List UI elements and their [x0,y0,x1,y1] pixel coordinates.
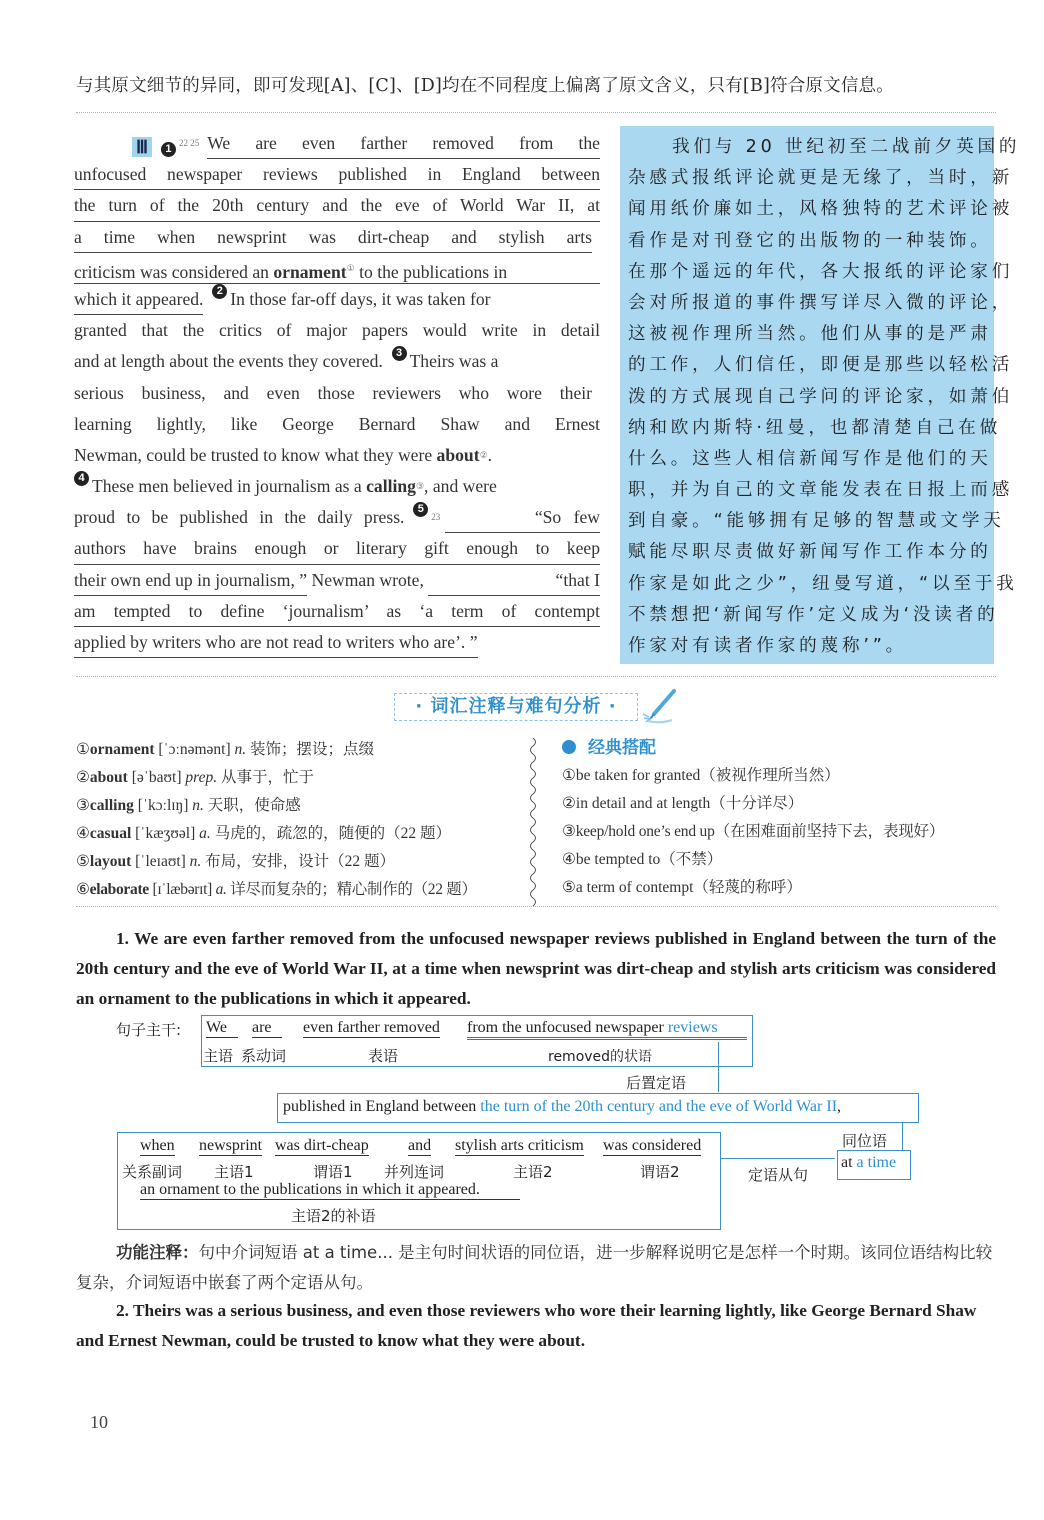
role-label: 谓语1 [313,1163,353,1181]
passage-line: Newman, could be trusted to know what they were about ② . [74,440,600,471]
collocation-item: ①be taken for granted（被视作理所当然） [562,767,840,784]
arrow-line [718,1042,719,1092]
passage-line: proud to be published in the daily press. 5 23 “So few [74,502,600,533]
passage-line: their own end up in journalism, ” Newman wrote, “that I [74,565,600,596]
role-label: 关系副词 [122,1163,183,1181]
wavy-divider [527,738,539,906]
sentence-marker-2: 2 [212,284,227,299]
role-label: 谓语2 [640,1163,680,1181]
role-label: 主语2 [513,1163,553,1181]
passage-line: criticism was considered an ornament① to the publications in [74,253,600,284]
collocations-title: 经典搭配 [562,734,944,762]
translation-box: 我们与 20 世纪初至二战前夕英国的 杂感式报纸评论就更是无缘了，当时，新 闻用纸价廉如土，风格独特的艺术评论被 看作是对刊登它的出版物的一种装饰。 在那个遥远的年代，各大报纸的评论家们 会对所报道的事件撰写详尽入微的评论， 这被视作理所当然。他们从事的是严肃 的工作，人们信任，即便是那些以轻松活 泼的方式展现自己学问的评论家，如萧伯 纳和欧内斯特·纽曼，也都清楚自己在做 什么。这些人相信新闻写作是他们的天 职，并为自己的文章能发表在日报上而感 到自豪。“能够拥有足够的智慧或文学天 赋能尽职尽责做好新闻写作工作本分的 作家是如此之少”，纽曼写道，“以至于我 不禁想把‘新闻写作’定义成为‘没读者的 作家对有读者作家的蔑称’”。 [620,126,994,664]
collocation-item: ④be tempted to（不禁） [562,851,723,868]
diagram-word: was dirt-cheap [275,1137,369,1154]
diagram-word: newsprint [199,1137,263,1154]
passage-line: and at length about the events they covered. 3 Theirs was a [74,347,499,372]
role-label: 表语 [368,1047,399,1065]
passage-line: granted that the critics of major papers would write in detail [74,320,600,341]
diagram-word: We [206,1019,238,1038]
role-label: removed的状语 [548,1049,653,1065]
diagram-word: stylish arts criticism [455,1137,584,1154]
vocab-item: ⑥elaborate [ɪˈlæbərɪt] a. 详尽而复杂的；精心制作的（22 题） [76,881,477,898]
passage-line: am tempted to define ‘journalism’ as ‘a term of contempt [74,596,600,627]
vocab-item: ⑤layout [ˈleɪaʊt] n. 布局，安排，设计（22 题） [76,853,396,870]
arrow-line [720,1158,835,1159]
sentence-marker-4: 4 [74,471,89,486]
question-ref: 22 25 [178,138,200,148]
passage-line: learning lightly, like George Bernard Shaw and Ernest [74,413,600,434]
sentence-2: 2. Theirs was a serious business, and even those reviewers who wore their learning lightly, like George Bernard Shaw and Ernest Newman, could be trusted to know what they were about. [76,1301,977,1350]
bullet-icon [562,740,576,754]
diagram-word: was considered [603,1137,702,1154]
continuation-text: 与其原文细节的异同，即可发现[A]、[C]、[D]均在不同程度上偏离了原文含义，只有[B]符合原文信息。 [76,76,894,96]
collocation-item: ②in detail and at length（十分详尽） [562,795,804,812]
diagram-word: even farther removed [303,1019,440,1036]
role-label: 定语从句 [748,1166,809,1184]
pen-icon [640,688,680,724]
main-clause-label: 句子主干: [116,1021,182,1039]
role-label: 系动词 [241,1047,287,1065]
function-note: 功能注释：句中介词短语 at a time... 是主句时间状语的同位语，进一步解释说明它是怎样一个时期。该同位语结构比较复杂，介词短语中嵌套了两个定语从句。 [76,1243,993,1292]
collocation-item: ③keep/hold one’s end up（在困难面前坚持下去，表现好） [562,823,945,840]
vocab-item: ①ornament [ˈɔːnəmənt] n. 装饰；摆设；点缀 [76,741,375,758]
role-label: 后置定语 [626,1074,687,1092]
section-header: · 词汇注释与难句分析 · [394,693,638,721]
passage-line: 4 These men believed in journalism as a calling ③ , and were [74,471,600,502]
passage-line: a time when newsprint was dirt-cheap and stylish arts [74,222,600,253]
collocation-item: ⑤a term of contempt（轻蔑的称呼） [562,879,802,896]
diagram-word: are [252,1019,282,1038]
sentence-1: 1. We are even farther removed from the unfocused newspaper reviews published in England between the turn of the 20th century and the eve of World War II, at a time when newsprint was dirt-cheap and stylish arts criticism was considered an ornament to the publications in which it appeared. [76,929,996,1008]
passage-text: We are even farther removed from the [207,128,600,159]
passage-line: unfocused newspaper reviews published in England between [74,159,600,190]
passage-line: authors have brains enough or literary gift enough to keep [74,533,600,564]
page-number: 10 [90,1412,108,1432]
sentence-marker-5: 5 [413,502,428,517]
passage-line: which it appeared. 2 In those far-off days, it was taken for [74,284,600,315]
role-label: 并列连词 [384,1163,445,1181]
postmodifier-text: published in England between the turn of the 20th century and the eve of World War II, [283,1098,842,1115]
passage-line: serious business, and even those reviewers who wore their [74,382,592,403]
divider [76,906,996,907]
role-label: 同位语 [842,1132,888,1150]
section-label: Ⅲ [132,137,152,157]
role-label: 主语1 [214,1163,254,1181]
role-label: 主语2的补语 [291,1207,376,1225]
vocab-word-calling: calling [366,476,416,497]
passage-line: applied by writers who are not read to writers who are’. ” [74,627,600,658]
vocab-item: ④casual [ˈkæʒʊəl] a. 马虎的，疏忽的，随便的（22 题） [76,825,452,842]
divider [76,112,996,113]
collocations [562,734,944,902]
passage-line: the turn of the 20th century and the eve of World War II, at [74,190,600,221]
vocab-item: ②about [əˈbaʊt] prep. 从事于，忙于 [76,769,314,786]
diagram-word: and [408,1137,432,1154]
vocab-word-ornament: ornament [273,261,347,282]
arrow-line [902,1122,903,1150]
passage-english [74,128,600,658]
diagram-word: from the unfocused newspaper reviews [467,1019,747,1040]
diagram-word: an ornament to the publications in which it appeared. [140,1181,520,1200]
sentence-marker-3: 3 [392,346,407,361]
vocab-word-about: about [436,444,480,465]
appositive-text: at a time [841,1154,897,1171]
role-label: 主语 [203,1047,234,1065]
vocab-item: ③calling [ˈkɔːlɪŋ] n. 天职，使命感 [76,797,301,814]
divider [76,676,996,677]
diagram-word: when [140,1137,175,1154]
vocab-list [76,736,477,904]
passage-line [74,128,600,159]
sentence-marker-1: 1 [161,142,176,157]
